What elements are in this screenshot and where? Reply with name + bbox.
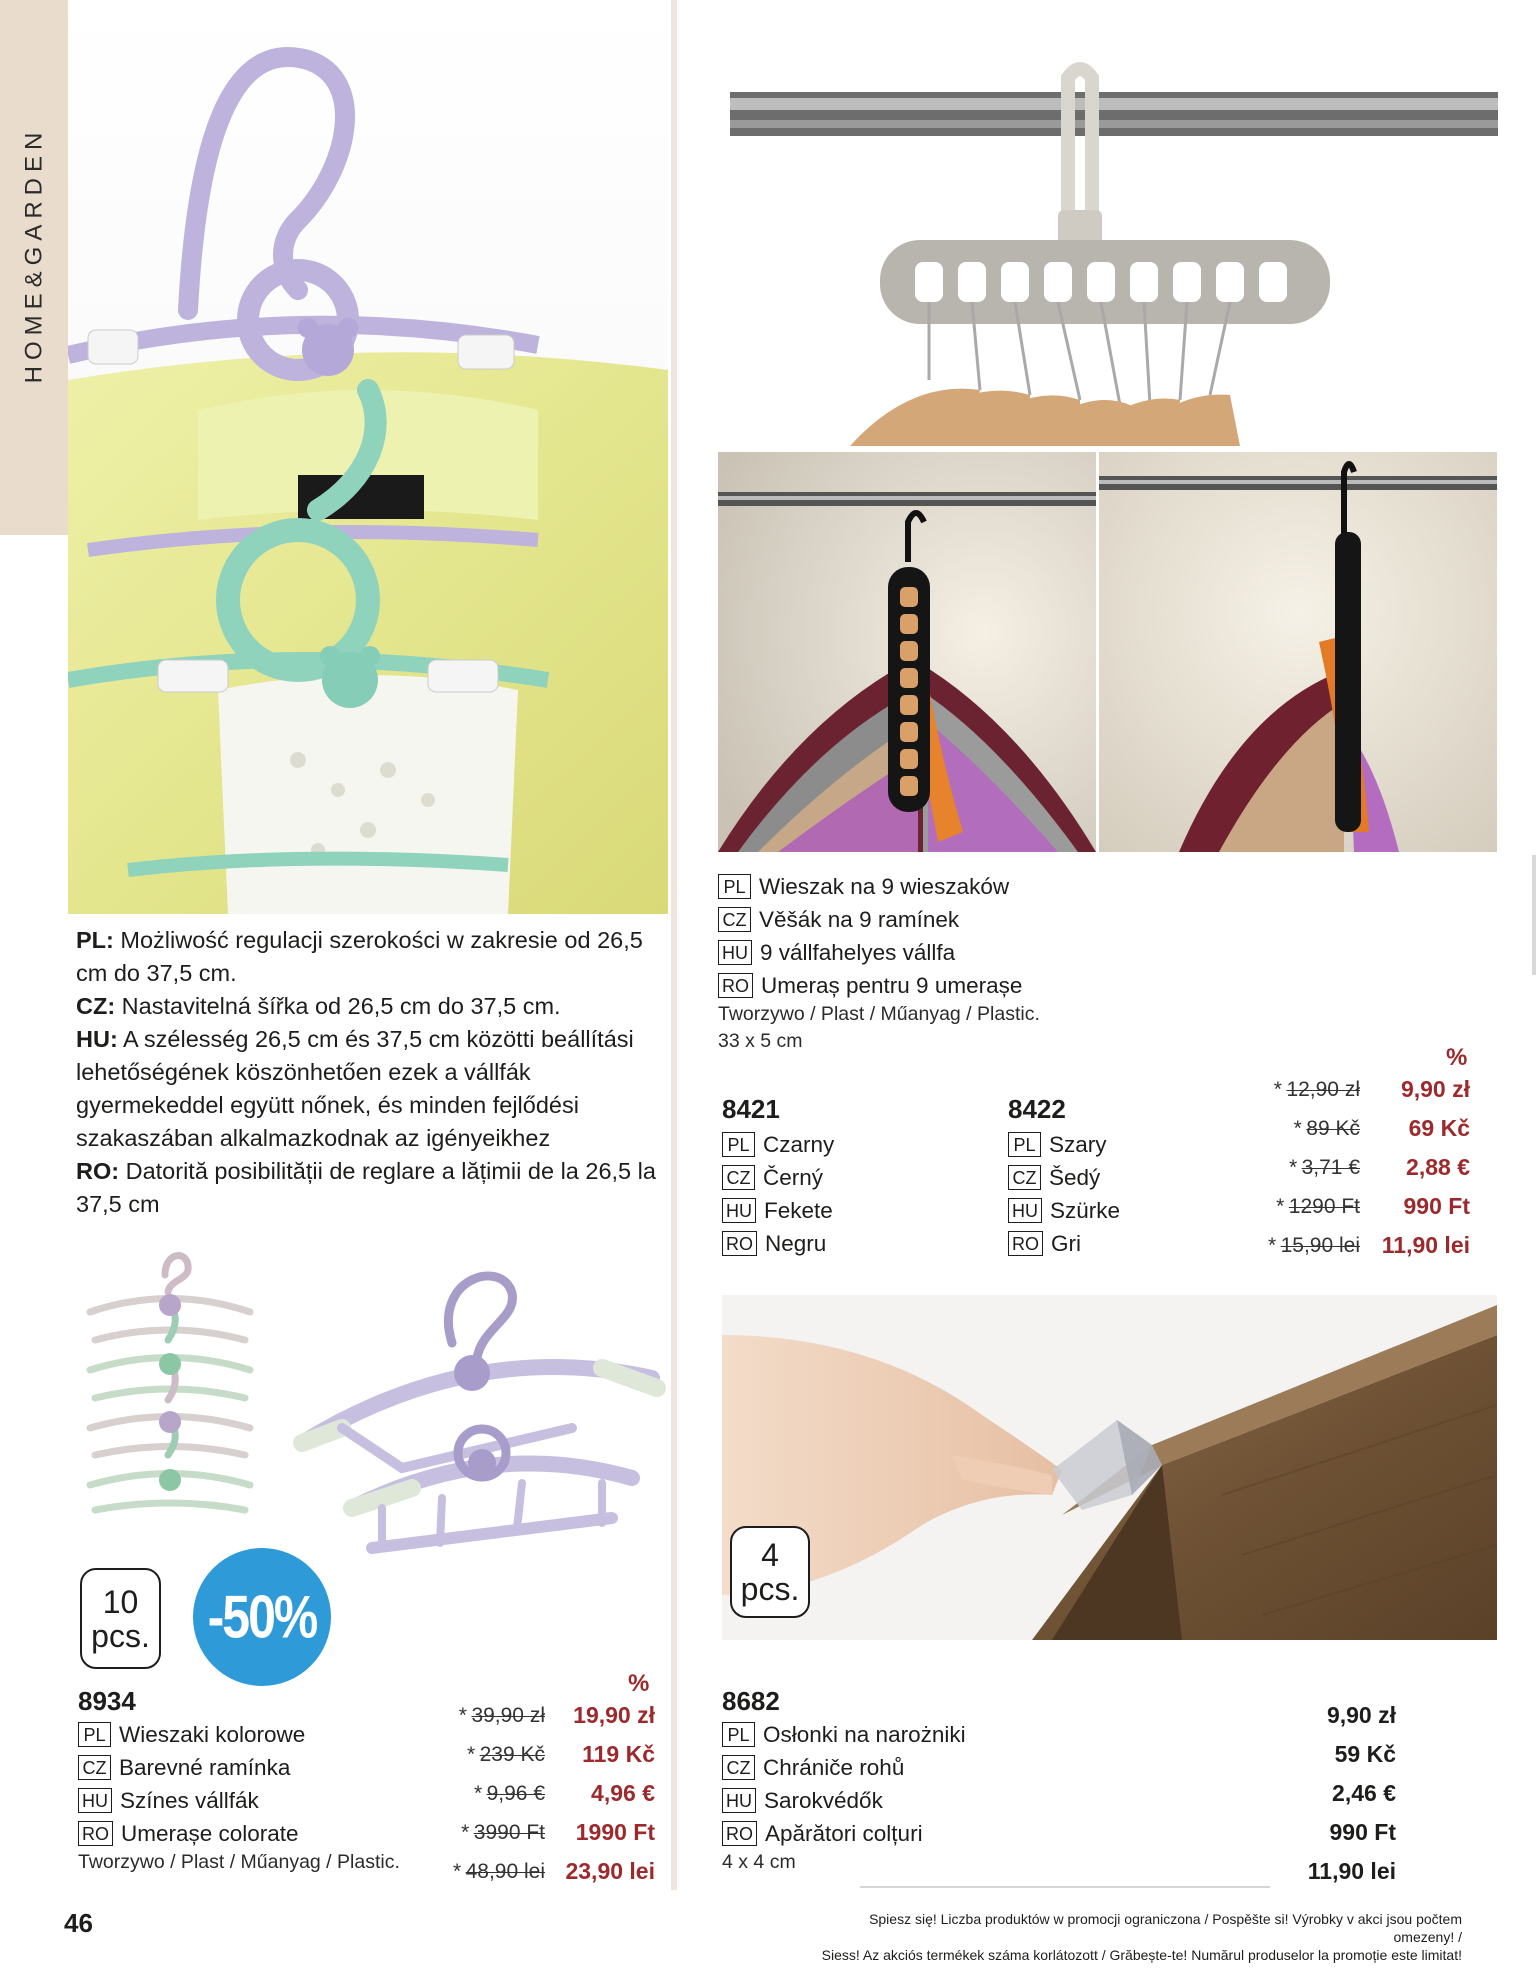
corner-protector-photo [722, 1295, 1497, 1640]
percent-sign: % [1446, 1044, 1468, 1071]
product-code-8422: 8422 [1008, 1094, 1066, 1124]
page-edge-mark [1532, 855, 1536, 975]
variant-colors-8421 [722, 1128, 834, 1260]
page-number: 46 [64, 1908, 93, 1938]
price-row-ron: * 48,90 lei 23,90 lei [452, 1858, 655, 1884]
two-hangers-photo [272, 1258, 672, 1570]
price-eur: 2,46 € [1332, 1780, 1396, 1806]
color-line-hu: HU Szürke [1008, 1194, 1120, 1227]
section-tab-label [0, 90, 68, 420]
product-names-organizer [718, 870, 1022, 1002]
name-line-pl: PL Osłonki na narożniki [722, 1718, 966, 1751]
color-line-hu: HU Fekete [722, 1194, 834, 1227]
description-hu: HU: A szélesség 26,5 cm és 37,5 cm közötti beállítási lehetőségének köszönhetően ezek a vállfák gyermekeddel együtt nőnek, és minden fejlődési szakaszában alkalmazkodnak az igényeikhez [76, 1026, 634, 1151]
black-hanger-front-photo [718, 452, 1096, 852]
name-line-ro: RO Apărători colțuri [722, 1817, 966, 1850]
name-line-pl: PL Wieszaki kolorowe [78, 1718, 305, 1751]
kids-hanger-photo [68, 0, 668, 914]
name-line-ro: RO Umeraș pentru 9 umerașe [718, 969, 1022, 1002]
price-row-czk: * 89 Kč 69 Kč [1293, 1115, 1470, 1141]
pcs-number: 10 [102, 1583, 139, 1620]
prices-organizer [1230, 1070, 1470, 1265]
color-line-pl: PL Czarny [722, 1128, 834, 1161]
description-pl: PL: Możliwość regulacji szerokości w zakresie od 26,5 cm do 37,5 cm. [76, 927, 643, 986]
product-code-8421: 8421 [722, 1094, 780, 1124]
price-huf: 990 Ft [1329, 1819, 1396, 1845]
name-line-cz: CZ Chrániče rohů [722, 1751, 966, 1784]
price-row-eur: * 3,71 € 2,88 € [1288, 1154, 1470, 1180]
pcs-unit: pcs. [740, 1571, 800, 1607]
product-code-8682: 8682 [722, 1686, 780, 1716]
pcs-unit: pcs. [91, 1617, 150, 1654]
pcs-badge-4 [730, 1526, 810, 1618]
price-row-pln: * 39,90 zł 19,90 zł [458, 1702, 655, 1728]
price-row-huf: * 1290 Ft 990 Ft [1276, 1193, 1470, 1219]
price-row-huf: * 3990 Ft 1990 Ft [461, 1819, 655, 1845]
prices-8682 [1260, 1696, 1396, 1891]
grey-hanger-photo [730, 0, 1498, 446]
pcs-badge-10 [80, 1568, 161, 1669]
pcs-number: 4 [761, 1537, 779, 1573]
color-line-ro: RO Gri [1008, 1227, 1120, 1260]
footer-note-line-1: Spiesz się! Liczba produktów w promocji ograniczona / Pospěšte si! Výrobky v akci jsou počtem omezeny! / [869, 1911, 1462, 1945]
name-line-hu: HU 9 vállfahelyes vállfa [718, 936, 1022, 969]
size-8682: 4 x 4 cm [722, 1851, 796, 1873]
column-divider [671, 0, 677, 1890]
black-hanger-side-photo [1099, 452, 1497, 852]
price-ron: 11,90 lei [1307, 1858, 1396, 1884]
product-names-8934 [78, 1718, 305, 1850]
footer-note [820, 1910, 1462, 1964]
description-ro: RO: Datorită posibilității de reglare a lățimii de la 26,5 la 37,5 cm [76, 1158, 656, 1217]
discount-badge [193, 1548, 331, 1686]
name-line-hu: HU Színes vállfák [78, 1784, 305, 1817]
description-cz: CZ: Nastavitelná šířka od 26,5 cm do 37,5 cm. [76, 993, 561, 1019]
price-row-ron: * 15,90 lei 11,90 lei [1267, 1232, 1470, 1258]
product-names-8682 [722, 1718, 966, 1850]
discount-label: -50% [207, 1583, 317, 1651]
name-line-pl: PL Wieszak na 9 wieszaków [718, 870, 1022, 903]
section-label: HOME&GARDEN [20, 126, 47, 384]
color-line-cz: CZ Černý [722, 1161, 834, 1194]
color-line-ro: RO Negru [722, 1227, 834, 1260]
material-8934: Tworzywo / Plast / Műanyag / Plastic. [78, 1851, 400, 1873]
prices-8934 [420, 1696, 655, 1891]
footer-divider [860, 1886, 1270, 1888]
name-line-ro: RO Umerașe colorate [78, 1817, 305, 1850]
size-organizer: 33 x 5 cm [718, 1030, 803, 1052]
price-row-eur: * 9,96 € 4,96 € [473, 1780, 655, 1806]
product-description [76, 924, 666, 1221]
footer-note-line-2: Siess! Az akciós termékek száma korlátozott / Grăbește-te! Numărul produselor la promoție este limitat! [821, 1947, 1462, 1963]
material-organizer: Tworzywo / Plast / Műanyag / Plastic. [718, 1003, 1040, 1025]
percent-sign: % [628, 1670, 650, 1697]
product-code-8934: 8934 [78, 1686, 136, 1716]
variant-colors-8422 [1008, 1128, 1120, 1260]
hanger-stack-photo [80, 1240, 260, 1520]
name-line-hu: HU Sarokvédők [722, 1784, 966, 1817]
color-line-pl: PL Szary [1008, 1128, 1120, 1161]
name-line-cz: CZ Barevné ramínka [78, 1751, 305, 1784]
price-row-pln: * 12,90 zł 9,90 zł [1273, 1076, 1470, 1102]
price-czk: 59 Kč [1334, 1741, 1396, 1767]
name-line-cz: CZ Věšák na 9 ramínek [718, 903, 1022, 936]
price-pln: 9,90 zł [1326, 1702, 1396, 1728]
price-row-czk: * 239 Kč 119 Kč [466, 1741, 655, 1767]
color-line-cz: CZ Šedý [1008, 1161, 1120, 1194]
